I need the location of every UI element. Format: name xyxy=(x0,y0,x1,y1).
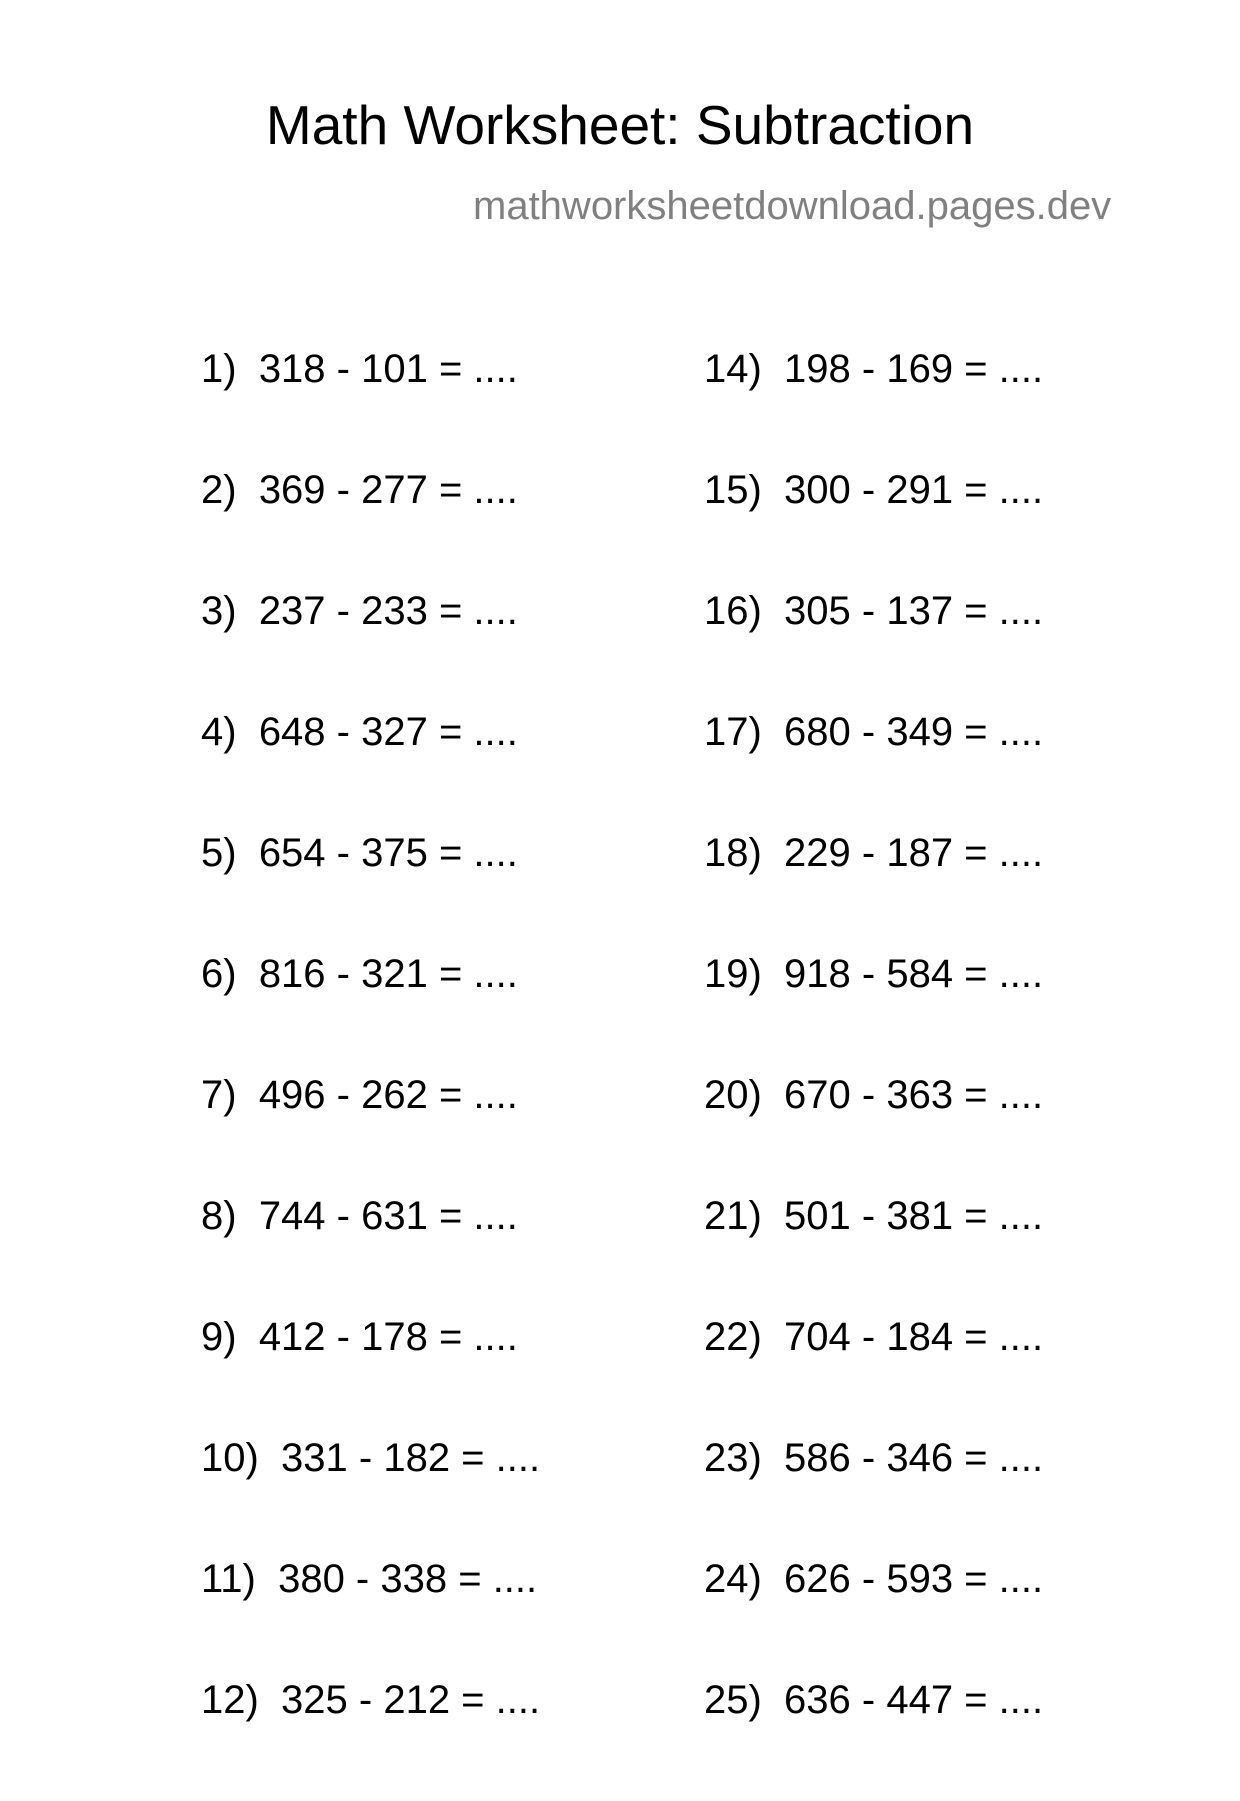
problem-expression: 670 - 363 = .... xyxy=(784,1073,1044,1117)
problem-item xyxy=(704,1680,1043,1801)
problem-item xyxy=(201,470,540,591)
problem-expression: 198 - 169 = .... xyxy=(784,347,1044,391)
problem-expression: 496 - 262 = .... xyxy=(258,1073,518,1117)
problem-expression: 680 - 349 = .... xyxy=(784,710,1044,754)
problem-item xyxy=(704,1196,1043,1317)
problem-expression: 626 - 593 = .... xyxy=(784,1557,1044,1601)
problem-number: 18) xyxy=(704,831,762,875)
problem-item xyxy=(201,1196,540,1317)
problem-item xyxy=(201,954,540,1075)
worksheet-source: mathworksheetdownload.pages.dev xyxy=(473,184,1112,228)
problem-item xyxy=(704,470,1043,591)
problem-item xyxy=(704,1559,1043,1680)
problem-expression: 305 - 137 = .... xyxy=(784,589,1044,633)
problem-number: 20) xyxy=(704,1073,762,1117)
problem-item xyxy=(704,954,1043,1075)
problem-column-left xyxy=(201,349,540,1801)
problem-item xyxy=(704,1075,1043,1196)
problem-item xyxy=(201,591,540,712)
problem-expression: 654 - 375 = .... xyxy=(258,831,518,875)
problem-expression: 229 - 187 = .... xyxy=(784,831,1044,875)
problem-number: 23) xyxy=(704,1436,762,1480)
problem-expression: 636 - 447 = .... xyxy=(784,1678,1044,1722)
worksheet-title: Math Worksheet: Subtraction xyxy=(265,94,975,156)
problem-number: 22) xyxy=(704,1315,762,1359)
problem-number: 7) xyxy=(201,1073,237,1117)
problem-expression: 412 - 178 = .... xyxy=(258,1315,518,1359)
problem-number: 6) xyxy=(201,952,237,996)
problem-expression: 704 - 184 = .... xyxy=(784,1315,1044,1359)
problem-number: 24) xyxy=(704,1557,762,1601)
problem-expression: 369 - 277 = .... xyxy=(258,468,518,512)
problem-expression: 380 - 338 = .... xyxy=(278,1557,538,1601)
problem-number: 12) xyxy=(201,1678,259,1722)
problem-number: 17) xyxy=(704,710,762,754)
problem-expression: 744 - 631 = .... xyxy=(258,1194,518,1238)
problem-item xyxy=(201,349,540,470)
problem-number: 1) xyxy=(201,347,237,391)
problem-number: 25) xyxy=(704,1678,762,1722)
problem-item xyxy=(201,1075,540,1196)
problem-expression: 237 - 233 = .... xyxy=(258,589,518,633)
problem-number: 19) xyxy=(704,952,762,996)
problem-expression: 318 - 101 = .... xyxy=(258,347,518,391)
problem-item xyxy=(201,1317,540,1438)
problem-expression: 325 - 212 = .... xyxy=(281,1678,541,1722)
problem-number: 16) xyxy=(704,589,762,633)
problem-item xyxy=(201,1438,540,1559)
problem-item xyxy=(704,712,1043,833)
problem-number: 3) xyxy=(201,589,237,633)
problem-number: 15) xyxy=(704,468,762,512)
problem-expression: 331 - 182 = .... xyxy=(281,1436,541,1480)
problem-expression: 586 - 346 = .... xyxy=(784,1436,1044,1480)
problem-item xyxy=(201,712,540,833)
problem-expression: 501 - 381 = .... xyxy=(784,1194,1044,1238)
problem-number: 5) xyxy=(201,831,237,875)
problem-number: 8) xyxy=(201,1194,237,1238)
problem-item xyxy=(704,833,1043,954)
problem-item xyxy=(201,1559,540,1680)
problem-item xyxy=(201,833,540,954)
problem-number: 11) xyxy=(201,1557,256,1601)
problem-number: 2) xyxy=(201,468,237,512)
problem-item xyxy=(704,1438,1043,1559)
problem-number: 9) xyxy=(201,1315,237,1359)
problem-number: 21) xyxy=(704,1194,762,1238)
problem-item xyxy=(704,349,1043,470)
problem-expression: 918 - 584 = .... xyxy=(784,952,1044,996)
problem-expression: 648 - 327 = .... xyxy=(258,710,518,754)
problem-item xyxy=(201,1680,540,1801)
problem-expression: 300 - 291 = .... xyxy=(784,468,1044,512)
problem-column-right xyxy=(704,349,1043,1801)
problem-number: 14) xyxy=(704,347,762,391)
problem-expression: 816 - 321 = .... xyxy=(258,952,518,996)
problem-number: 10) xyxy=(201,1436,259,1480)
problem-item xyxy=(704,1317,1043,1438)
problem-item xyxy=(704,591,1043,712)
problem-number: 4) xyxy=(201,710,237,754)
